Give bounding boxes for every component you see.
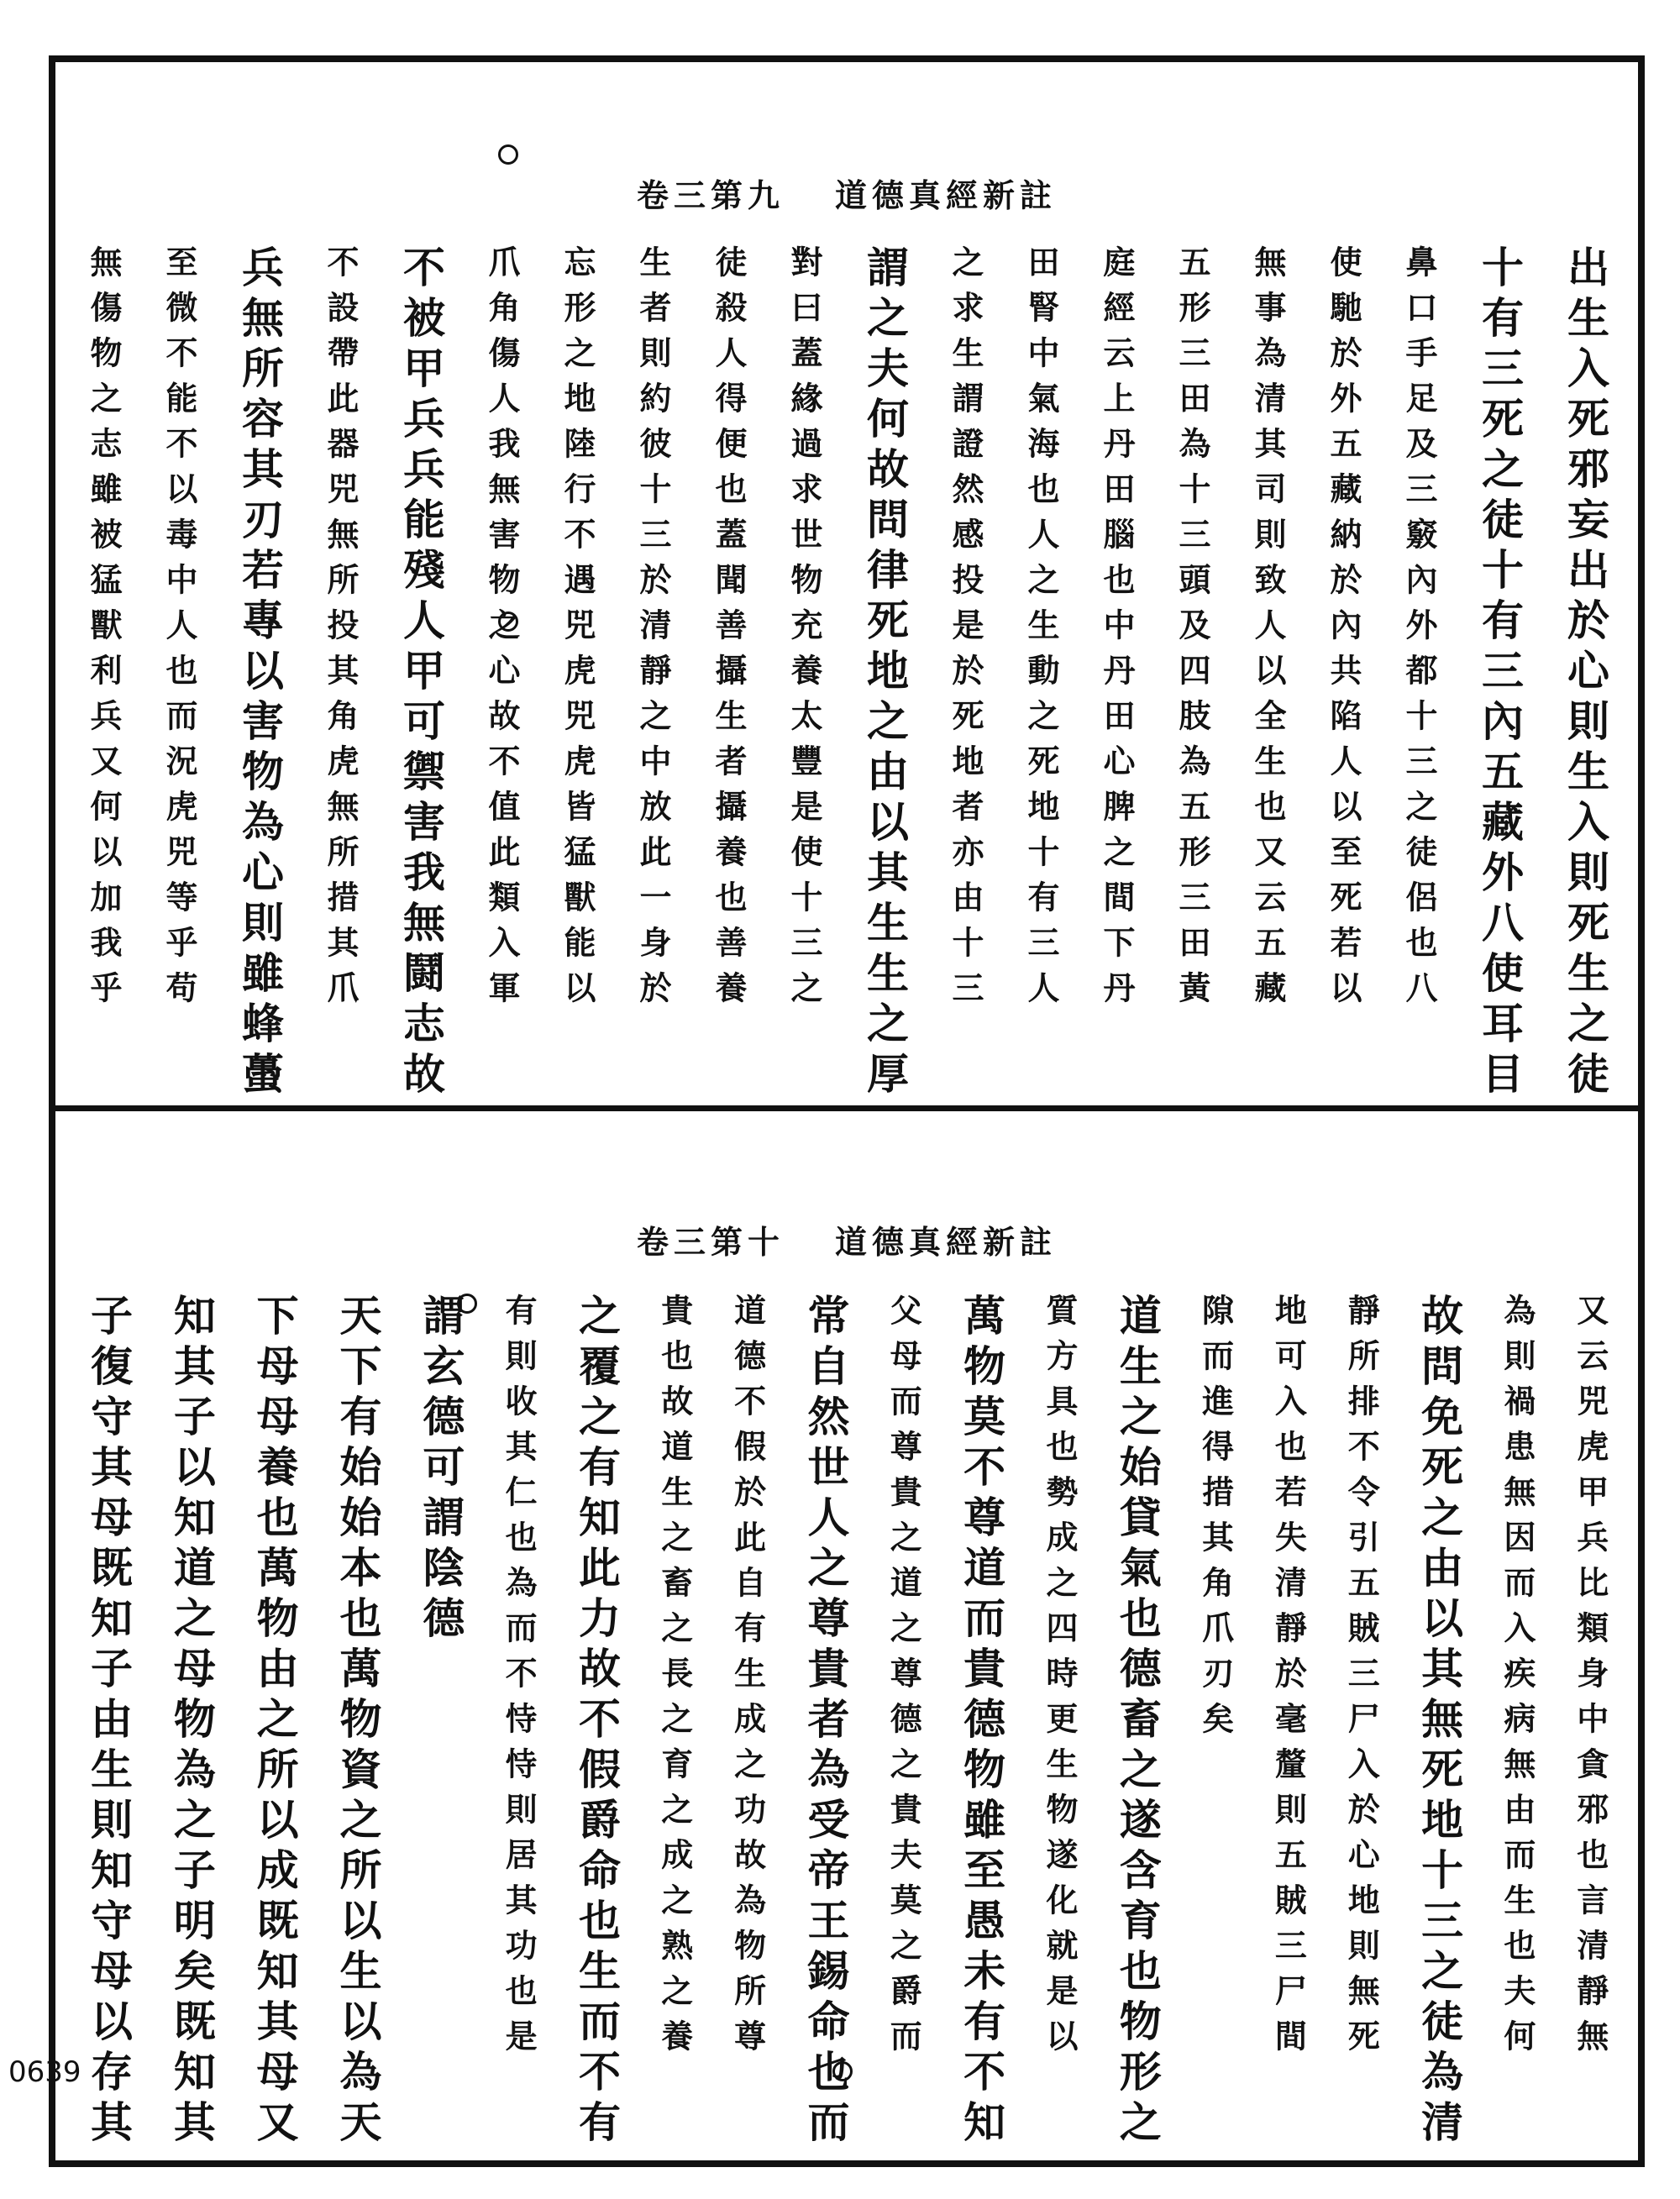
lower-header-volume: 卷三第十: [636, 1223, 785, 1261]
text-column: 至微不能不以毒中人也而況虎兕等乎苟: [160, 245, 198, 1016]
text-column: 謂玄德可謂陰德: [416, 1294, 466, 1646]
text-column: 又云兕虎甲兵比類身中貪邪也言清靜無: [1571, 1294, 1609, 2065]
lower-page: [62, 1117, 1631, 2159]
text-column: 道德不假於此自有生成之功故為物所尊: [728, 1294, 767, 2065]
text-column: 十有三死之徒十有三內五藏外八使耳目: [1475, 245, 1525, 1102]
text-column: 生者則約彼十三於清靜之中放此一身於: [634, 245, 672, 1016]
text-column: 之覆之有知此力故不假爵命也生而不有: [571, 1294, 622, 2150]
upper-page: [62, 69, 1631, 1102]
lower-text-columns: [84, 1294, 1609, 2150]
text-column: 爪角傷人我無害物之心故不值此類入軍: [483, 245, 521, 1016]
circle-mark-icon: [498, 144, 518, 165]
text-column: 徒殺人得便也蓋聞善攝生者攝養也善養: [710, 245, 748, 1016]
text-column: 田腎中氣海也人之生動之死地十有三人: [1022, 245, 1060, 1016]
text-column: 對曰蓋緣過求世物充養太豐是使十三之: [785, 245, 823, 1016]
text-column: 貴也故道生之畜之長之育之成之熟之養: [655, 1294, 694, 2065]
text-column: 出生入死邪妄出於心則生入則死生之徒: [1561, 245, 1610, 1102]
text-column: 天下有始始本也萬物資之所以生以為天: [333, 1294, 383, 2150]
text-column: 父母而尊貴之道之尊德之貴夫莫之爵而: [885, 1294, 923, 2065]
upper-text-columns: [85, 245, 1610, 1102]
text-column: 知其子以知道之母物為之子明矣既知其: [166, 1294, 217, 2150]
text-column: 兵無所容其刃若專以害物為心則雖蜂蠆: [235, 245, 285, 1102]
lower-header-title: 道德真經新註: [835, 1223, 1058, 1261]
text-column: 子復守其母既知子由生則知守母以存其: [84, 1294, 134, 2150]
page-number: 0639: [8, 2055, 81, 2089]
text-column: 忘形之地陸行不遇兕虎兕虎皆猛獸能以: [559, 245, 596, 1016]
text-column: 故問免死之由以其無死地十三之徒為清: [1415, 1294, 1465, 2150]
text-column: 有則收其仁也為而不恃恃則居其功也是: [500, 1294, 538, 2065]
text-column: 鼻口手足及三竅內外都十三之徒侶也八: [1400, 245, 1438, 1016]
text-column: 隙而進得措其角爪刃矣: [1196, 1294, 1235, 1747]
circle-mark-icon: [832, 2061, 853, 2081]
text-column: 無事為清其司則致人以全生也又云五藏: [1249, 245, 1287, 1016]
lower-page-header: [62, 1216, 1631, 1262]
text-column: 萬物莫不尊道而貴德物雖至愚未有不知: [957, 1294, 1007, 2150]
text-column: 道生之始貸氣也德畜之遂含育也物形之: [1112, 1294, 1163, 2150]
circle-mark-icon: [498, 611, 518, 632]
text-column: 不設帶此器兕無所投其角虎無所措其爪: [322, 245, 360, 1016]
text-column: 庭經云上丹田腦也中丹田心脾之間下丹: [1098, 245, 1136, 1016]
text-column: 地可入也若失清靜於毫釐則五賊三尸間: [1269, 1294, 1308, 2065]
text-column: 為則禍患無因而入疾病無由而生也夫何: [1498, 1294, 1536, 2065]
upper-page-header: [62, 170, 1631, 216]
text-column: 五形三田為十三頭及四肢為五形三田黃: [1173, 245, 1211, 1016]
text-column: 質方具也勢成之四時更生物遂化就是以: [1040, 1294, 1079, 2065]
text-column: 靜所排不令引五賊三尸入於心地則無死: [1342, 1294, 1381, 2065]
text-column: 不被甲兵兵能殘人甲可禦害我無鬪志故: [396, 245, 446, 1102]
text-column: 之求生謂證然感投是於死地者亦由十三: [947, 245, 984, 1016]
upper-header-title: 道德真經新註: [835, 176, 1058, 214]
page-divider: [49, 1105, 1645, 1111]
text-column: 謂之夫何故問律死地之由以其生生之厚: [860, 245, 910, 1102]
upper-header-volume: 卷三第九: [636, 176, 785, 214]
text-column: 使馳於外五藏納於內共陷人以至死若以: [1325, 245, 1362, 1016]
text-column: 常自然世人之尊貴者為受帝王錫命也而: [801, 1294, 851, 2150]
circle-mark-icon: [457, 1294, 477, 1314]
text-column: 下母母養也萬物由之所以成既知其母又: [249, 1294, 300, 2150]
text-column: 無傷物之志雖被猛獸利兵又何以加我乎: [85, 245, 123, 1016]
